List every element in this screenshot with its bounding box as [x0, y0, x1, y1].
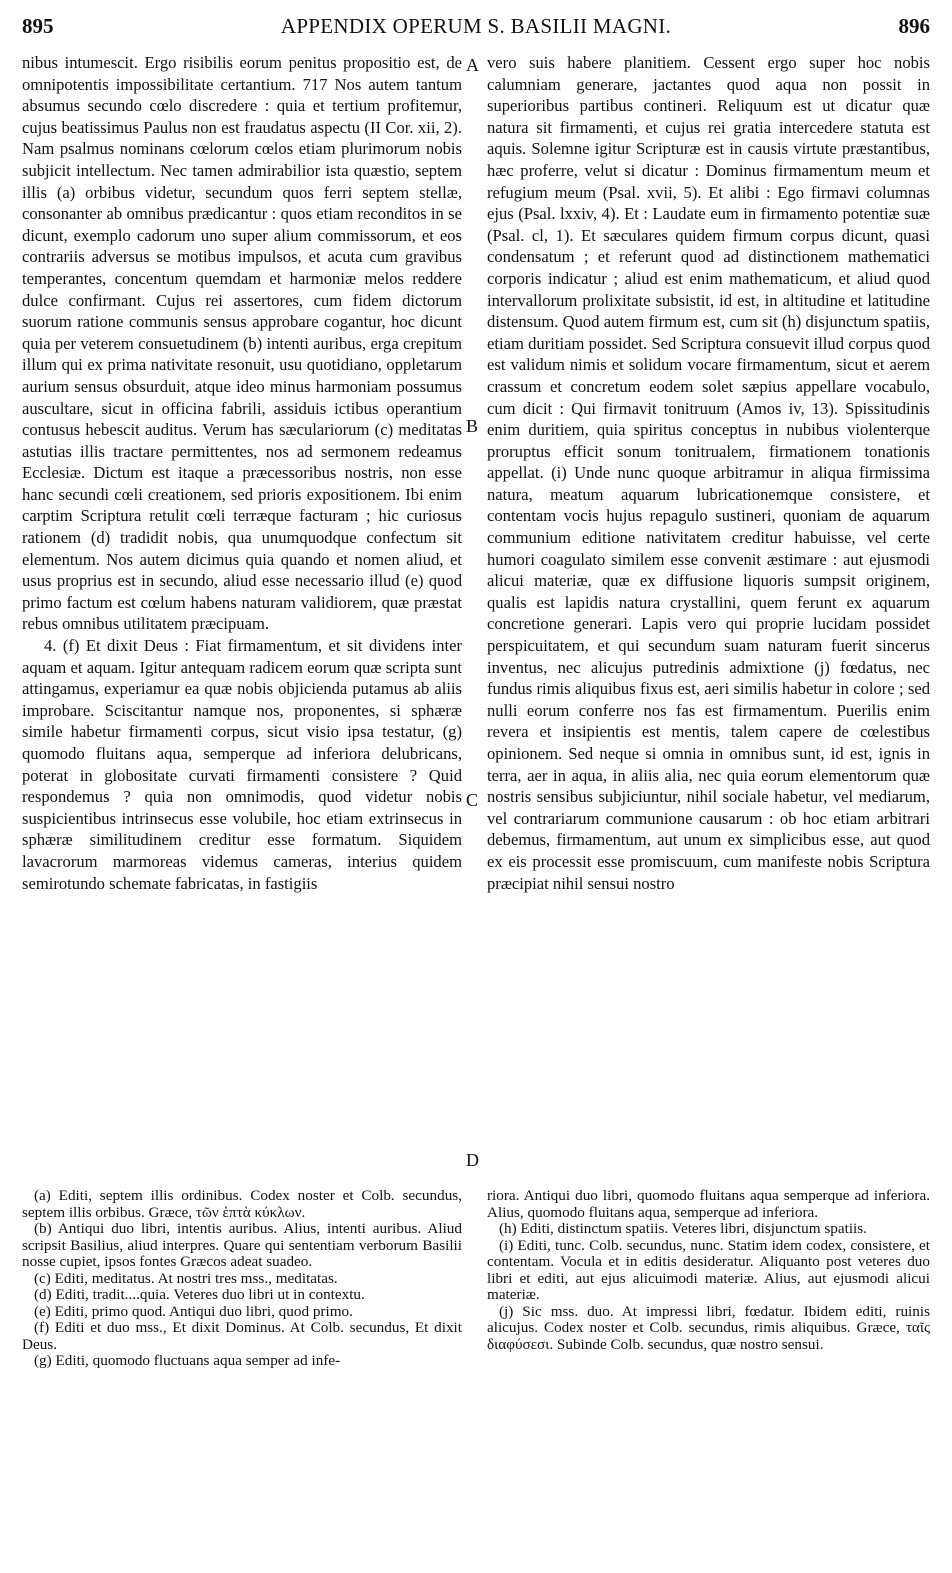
footnote-a: (a) Editi, septem illis ordinibus. Codex noster et Colb. secundus, septem illis orbibus. Græce, τῶν ἑπτὰ κύκλων. [22, 1187, 462, 1221]
footnote-b: (b) Antiqui duo libri, intentis auribus. Alius, intenti auribus. Aliud scripsit Basilius, aliud interpres. Quare qui sententiam verborum Basilii nosse cupiet, ipsos fontes Græcos adeat suadeo. [22, 1220, 462, 1270]
footnote-e: (e) Editi, primo quod. Antiqui duo libri, quod primo. [34, 1302, 353, 1320]
right-paragraph-1: vero suis habere planitiem. Cessent ergo super hoc nobis calumniam generare, jactantes quod aqua non possit in superioribus partibus contineri. Reliquum est ut dicatur quæ natura sit firmamenti, et cujus rei gratia intercedere statuta est aquis. Solemne igitur Scripturæ est in causis virtute præstantibus, hæc proferre, velut si dicatur : Dominus firmamentum meum et refugium meum (Psal. xvii, 5). Et alibi : Ego firmavi columnas ejus (Psal. lxxiv, 4). Et : Laudate eum in firmamento potentiæ suæ (Psal. cl, 1). Et sæculares quidem firmum corpus dicunt, quasi condensatum ; et referunt quod ad distinctionem mathematici corporis indicatur ; aliud est enim mathematicum, et aliud quod intervallorum prolixitate subsistit, id est, in altitudine et latitudine distensum. Quod autem firmum est, cum sit (h) disjunctum spatiis, etiam duritiam possidet. Sed Scriptura consuevit illud corpus quod est validum nimis et solidum vocare firmamentum, sicut et aerem crassum et concretum eodem solet sæpius appellare vocabulo, cum dicit : Qui firmavit tonitruum (Amos iv, 13). Spissitudinis enim duritiem, quia spiritus conceptus in nubibus violenterque proruptus efficit sonum tonitrualem, firmationem tonationis appellat. (i) Unde nunc quoque arbitramur in aliqua firmissima natura, meatum aquarum lubricationemque consistere, et contentam vocis hujus repagulo sustineri, quoniam de aquarum communium editione nativitatem creditur habuisse, vel certe humori coagulato similem esse convenit æstimare : aut ejusmodi alicui materiæ, quæ ex diffusione liquoris sumpsit originem, qualis est lapidis natura crystallini, quem ferunt ex aquarum concretione generari. Lapis vero qui proprie lucidam possidet perspicuitatem, et qui secundum suam naturam fuerit sincerus inventus, nec alicujus putredinis admixtione (j) fœdatus, nec fundus rimis aliquibus fixus est, aeri similis habetur in colore ; sed nulli eorum conferre nos fas est firmamentum. Puerilis enim revera et insipientis est mentis, talem capere de cœlestibus opinionem. Sed neque si omnia in omnibus sunt, id est, ignis in terra, aer in aqua, in aliis alia, nec quia eorum elementorum quæ nostris sensibus subjiciuntur, nihil sociale habetur, vel mediarum, vel contrariarum communione causarum : ob hoc etiam arbitrari debemus, firmamentum, aut unum ex simplicibus esse, aut quod ex eis processit esse promiscuum, cum manifeste nobis Scriptura præcipiat nihil sensui nostro [487, 53, 930, 893]
page-header [22, 14, 930, 42]
margin-letter-a: A [466, 55, 479, 75]
right-body-text [487, 52, 930, 894]
footnote-g-continued: riora. Antiqui duo libri, quomodo fluitans aqua semperque ad inferiora. Alius, quomodo fluitans aqua, semperque ad inferiora. [487, 1187, 930, 1221]
margin-letter-d: D [466, 1150, 479, 1170]
footnote-g: (g) Editi, quomodo fluctuans aqua semper ad infe- [34, 1352, 341, 1369]
running-title: APPENDIX OPERUM S. BASILII MAGNI. [280, 14, 672, 38]
left-column [22, 52, 462, 1369]
margin-letter-c: C [466, 790, 479, 810]
left-body-text [22, 52, 462, 894]
right-column [487, 52, 930, 1353]
left-paragraph-1: nibus intumescit. Ergo risibilis eorum penitus propositio est, de omnipotentis impossibilitate certantium. 717 Nos autem tantum absumus secundo cœlo discredere : quia et tertium profitemur, cujus beatissimus Paulus non est fraudatus aspectu (II Cor. xii, 2). Nam psalmus nominans cœlorum cœlos etiam plurimorum nobis subjicit intellectum. Nec tamen admirabilior ista quæstio, septem illis (a) orbibus videtur, secundum quos ferri septem stellæ, consonanter ab omnibus prædicantur : quos etiam reconditos in se dicunt, exemplo cadorum uno super alium commissorum, et eos contrariis adversus se motibus impulsos, et acuta cum gravibus temperantes, concentum quemdam et harmoniæ melos reddere dulce confirmant. Cujus rei assertores, cum fidem dictorum suorum ratione communis sensus approbare cogantur, hoc dicunt quia per veterem consuetudinem (b) intenti auribus, erga crepitum illum qui ex prima nativitate resonuit, usu quotidiano, oppletarum aurium sensus obsurduit, atque ideo minus harmoniam possumus auscultare, sicut in officina fabrili, assiduis ictibus operantium contusus hebescit auditus. Verum has sæculariorum (c) meditatas astutias illis tractare permittentes, nos ad sermonem redeamus Ecclesiæ. Dictum est itaque a præcessoribus nostris, non esse hanc secundi cœli creationem, sed prioris expositionem. Ibi enim carptim Scriptura retulit cœli terræque facturam ; hic curiosus rationem (d) tradidit nobis, qua unumquodque confectum sit elementum. Nos autem dicimus quia quando et nomen aliud, et usus proprius est in secundo, aliud esse necessario illud (e) quod primo factum est cœlum habens naturam validiorem, quæ præstat rebus omnibus utilitatem præcipuam. [22, 53, 462, 634]
footnote-j: (j) Sic mss. duo. At impressi libri, fœdatur. Ibidem editi, ruinis alicujus. Codex noster et Colb. secundus, rimis aliquibus. Græce, ταῖς διαφύσεσι. Subinde Colb. secundus, quæ nostro sensui. [487, 1302, 930, 1353]
left-paragraph-2: 4. (f) Et dixit Deus : Fiat firmamentum, et sit dividens inter aquam et aquam. Igitur antequam radicem eorum quæ scripta sunt attingamus, experiamur ea quæ nobis objicienda putamus ab aliis improbare. Sciscitantur namque nos, proponentes, si sphæræ simile habetur firmamenti corpus, sicut visio ipsa testatur, (g) quomodo fluitans aqua, semperque ad inferiora delubricans, poterat in globositate curvati firmamenti consistere ? Quid respondemus ? quia non omnimodis, quod videtur nobis suspicientibus intrinsecus esse volubile, hoc etiam extrinsecus in sphæræ similitudinem creditur esse formatum. Siquidem lavacrorum marmoreas videmus cameras, interius quidem semirotundo schemate fabricatas, in fastigiis [22, 636, 462, 893]
page-number-right: 896 [898, 14, 930, 38]
footnote-i: (i) Editi, tunc. Colb. secundus, nunc. Statim idem codex, consistere, et contentam. Vocula et in editis desideratur. Aliquanto post veteres duo libri et editi, aut ejus alicuimodi materiæ. Alius, aut ejusmodi alicui materiæ. [487, 1236, 930, 1303]
margin-letter-b: B [466, 416, 479, 436]
page-number-left: 895 [22, 14, 54, 38]
footnote-h: (h) Editi, distinctum spatiis. Veteres libri, disjunctum spatiis. [499, 1220, 867, 1237]
footnote-f: (f) Editi et duo mss., Et dixit Dominus. At Colb. secundus, Et dixit Deus. [22, 1319, 462, 1353]
right-footnotes [487, 1188, 930, 1353]
left-footnotes [22, 1188, 462, 1370]
footnote-c: (c) Editi, meditatus. At nostri tres mss., meditatas. [34, 1269, 338, 1287]
footnote-d: (d) Editi, tradit....quia. Veteres duo libri ut in contextu. [34, 1286, 365, 1303]
